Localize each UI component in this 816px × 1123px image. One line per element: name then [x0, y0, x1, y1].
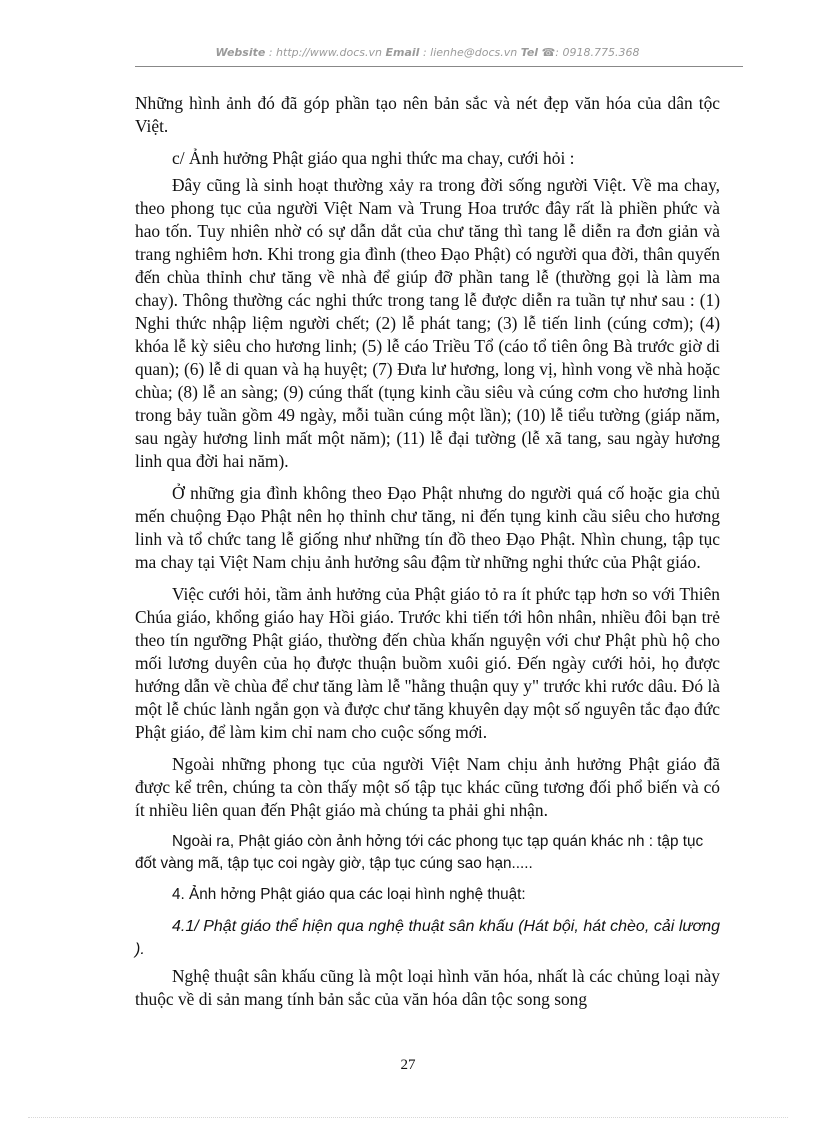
document-body	[135, 92, 720, 1020]
website-label: Website	[215, 46, 266, 59]
paragraph: Những hình ảnh đó đã góp phần tạo nên bản sắc và nét đẹp văn hóa của dân tộc Việt.	[135, 93, 720, 136]
email-value: : lienhe@docs.vn	[422, 46, 518, 59]
subsection-heading-4-1: 4.1/ Phật giáo thể hiện qua nghệ thuật sân khấu (Hát bội, hát chèo, cải lương ).	[135, 918, 720, 958]
paragraph: Đây cũng là sinh hoạt thường xảy ra trong đời sống người Việt. Về ma chay, theo phong tục của người Việt Nam và Trung Hoa trước đây rất là phiền phức và hao tốn. Tuy nhiên nhờ có sự dẫn dắt của chư tăng thì tang lễ diễn ra đơn giản và trang nghiêm hơn. Khi trong gia đình (theo Đạo Phật) có người qua đời, thân quyến đến chùa thỉnh chư tăng về nhà để giúp đỡ phần tang lễ (thường gọi là làm ma chay). Thông thường các nghi thức trong tang lễ được diễn ra tuần tự như sau : (1) Nghi thức nhập liệm người chết; (2) lễ phát tang; (3) lễ tiến linh (cúng cơm); (4) khóa lễ kỳ siêu cho hương linh; (5) lễ cáo Triều Tổ (cáo tổ tiên ông Bà trước giờ di quan); (6) lễ di quan và hạ huyệt; (7) Đưa lư hương, long vị, hình vong về nhà hoặc chùa; (8) lễ an sàng; (9) cúng thất (tụng kinh cầu siêu và cúng cơm cho hương linh trong bảy tuần gồm 49 ngày, mỗi tuần cúng một lần); (10) lễ tiểu tường (giáp năm, sau ngày hương linh mất một năm); (11) lễ đại tường (lễ xã tang, sau ngày hương linh qua đời hai năm).	[135, 175, 720, 471]
paragraph: Nghệ thuật sân khấu cũng là một loại hình văn hóa, nhất là các chủng loại này thuộc về di sản mang tính bản sắc của văn hóa dân tộc song song	[135, 966, 720, 1009]
page-header	[135, 46, 720, 59]
page-number: 27	[400, 1057, 416, 1073]
paragraph: Việc cưới hỏi, tầm ảnh hưởng của Phật giáo tỏ ra ít phức tạp hơn so với Thiên Chúa giáo, khổng giáo hay Hồi giáo. Trước khi tiến tới hôn nhân, nhiều đôi bạn trẻ theo tín ngưỡng Phật giáo, thường đến chùa khấn nguyện với chư Phật phù hộ cho mối lương duyên của họ được thuận buồm xuôi gió. Đến ngày cưới hỏi, họ được hướng dẫn về chùa để chư tăng làm lễ "hằng thuận quy y" trước khi rước dâu. Đó là một lễ chúc lành ngắn gọn và được chư tăng khuyên dạy một số nguyên tắc đạo đức Phật giáo, để làm kim chỉ nam cho cuộc sống mới.	[135, 584, 720, 742]
section-heading-4: 4. Ảnh hởng Phật giáo qua các loại hình nghệ thuật:	[172, 886, 526, 903]
paragraph: Ngoài những phong tục của người Việt Nam chịu ảnh hưởng Phật giáo đã được kể trên, chúng ta còn thấy một số tập tục khác cũng tương đối phổ biến và có ít nhiều liên quan đến Phật giáo mà chúng ta phải ghi nhận.	[135, 754, 720, 820]
tel-value: : 0918.775.368	[555, 46, 640, 59]
website-value: : http://www.docs.vn	[268, 46, 383, 59]
email-label: Email	[385, 46, 420, 59]
bottom-rule	[28, 1117, 788, 1118]
section-heading-c: c/ Ảnh hưởng Phật giáo qua nghi thức ma chay, cưới hỏi :	[172, 148, 575, 168]
header-rule	[135, 66, 743, 67]
phone-icon: ☎	[541, 46, 556, 59]
tel-label: Tel	[520, 46, 539, 59]
paragraph: Ngoài ra, Phật giáo còn ảnh hởng tới các phong tục tạp quán khác nh : tập tục đốt vàng mã, tập tục coi ngày giờ, tập tục cúng sao hạn.....	[135, 833, 704, 872]
paragraph: Ở những gia đình không theo Đạo Phật nhưng do người quá cố hoặc gia chủ mến chuộng Đạo Phật nên họ thỉnh chư tăng, ni đến tụng kinh cầu siêu cho hương linh và tổ chức tang lễ giống như những tín đồ theo Đạo Phật. Nhìn chung, tập tục ma chay tại Việt Nam chịu ảnh hưởng sâu đậm từ những nghi thức của Phật giáo.	[135, 483, 720, 572]
